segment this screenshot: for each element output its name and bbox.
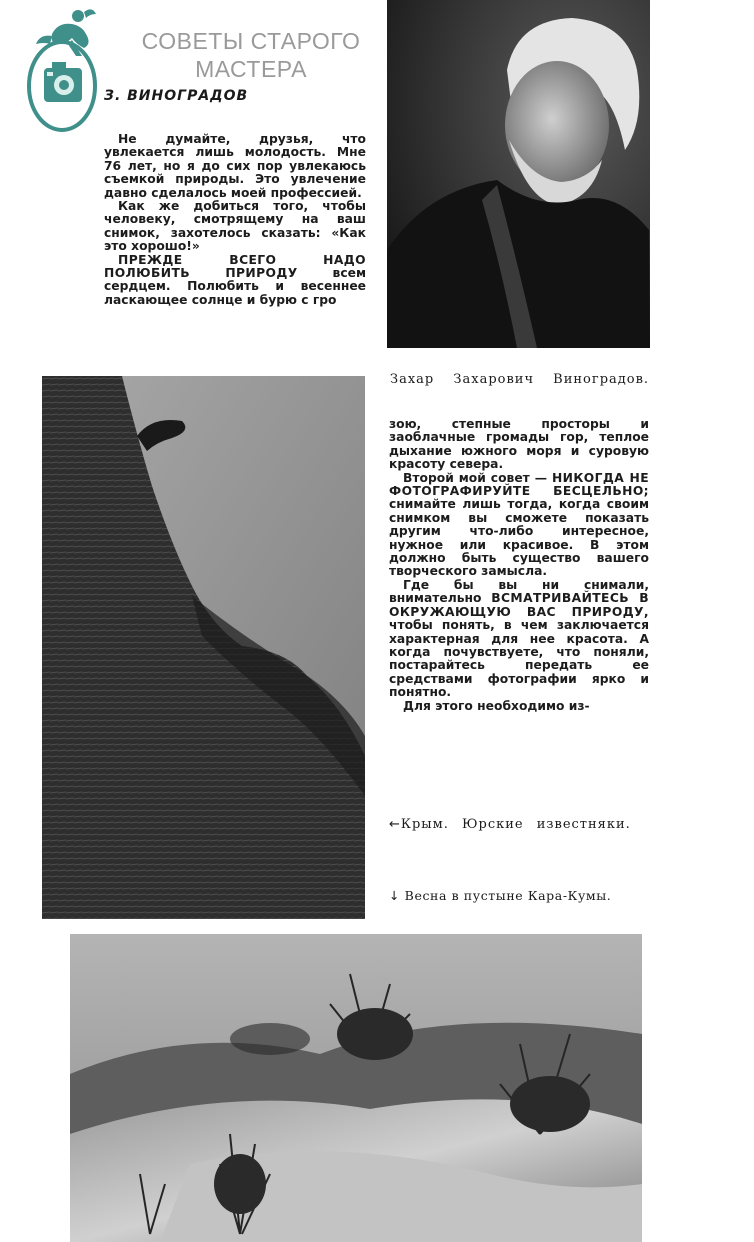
emphasis-caps: ПРЕЖДЕ ВСЕГО НАДО ПОЛЮБИТЬ ПРИРОДУ — [104, 252, 366, 281]
paragraph — [389, 472, 649, 579]
paragraph-text: снимайте лишь тогда, когда своим снимком вы сможете показать другим что-либо интересное, нужное или красивое. В этом должно быть существо вашего творческого замысла. — [389, 497, 649, 579]
paragraph — [104, 254, 366, 308]
series-title-line2: МАСТЕРА — [195, 56, 307, 82]
portrait-photo — [387, 0, 650, 348]
arrow-left-icon: ← — [389, 817, 401, 832]
paragraph: зою, степные просторы и заоблачные громады гор, теплое дыхание южного моря и суровую красоту севера. — [389, 417, 649, 472]
article-column-right — [389, 418, 649, 713]
article-column-left — [104, 133, 366, 307]
paragraph: Не думайте, друзья, что увлекается лишь молодость. Мне 76 лет, но я до сих пор увлекаюсь съемкой природы. Это увлечение давно сделалось моей профессией. — [104, 132, 366, 200]
camera-icon — [29, 42, 95, 130]
paragraph-text: чтобы понять, в чем заключается характерная для нее красота. А когда почувствуете, что поняли, постарайтесь передать ее средствами фотографии ярко и понятно. — [389, 618, 649, 700]
paragraph-text: Где бы вы ни снимали, внимательно — [389, 577, 649, 606]
paragraph — [389, 579, 649, 700]
portrait-caption: Захар Захарович Виноградов. — [390, 372, 650, 387]
desert-caption — [389, 888, 611, 903]
desert-photo — [70, 934, 642, 1242]
paragraph-text: Второй мой совет — — [403, 470, 552, 485]
paragraph-text: всем сердцем. Полюбить и весеннее ласкающее солнце и бурю с гро — [104, 266, 366, 307]
paragraph: Как же добиться того, чтобы человеку, смотрящему на ваш снимок, захотелось сказать: «Как это хорошо!» — [104, 199, 366, 254]
series-title: СОВЕТЫ СТАРОГО — [141, 28, 361, 54]
author-name: З. ВИНОГРАДОВ — [104, 88, 249, 104]
caption-text: Весна в пустыне Кара-Кумы. — [404, 888, 612, 903]
paragraph: Для этого необходимо из- — [403, 698, 590, 713]
crimea-caption — [389, 817, 631, 832]
caption-text: Крым. Юрские известняки. — [400, 817, 631, 832]
magazine-emblem-logo — [22, 4, 100, 132]
emphasis-caps: ВСМАТРИВАЙТЕСЬ В ОКРУЖАЮЩУЮ ВАС ПРИРОДУ, — [389, 591, 650, 619]
crimea-cliff-photo — [42, 376, 365, 919]
emphasis-caps: НИКОГДА НЕ ФОТОГРАФИРУЙТЕ БЕСЦЕЛЬНО; — [389, 470, 649, 499]
arrow-down-icon: ↓ — [389, 888, 401, 903]
